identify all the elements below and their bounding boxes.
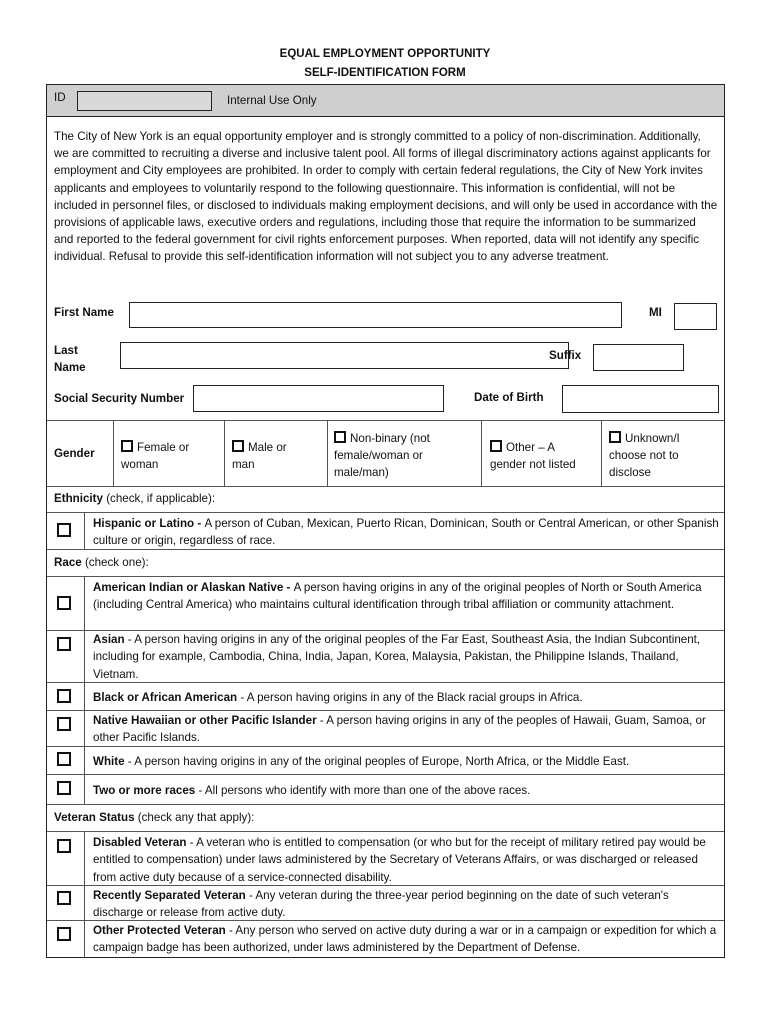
veteran-item-recently-separated: Recently Separated Veteran - Any veteran during the three-year period beginning on the date of such veteran's discharge or release from active duty. [93,889,669,920]
divider [327,420,328,486]
divider [47,549,724,550]
gender-label: Gender [54,447,95,460]
divider [47,831,724,832]
divider [47,576,724,577]
checkbox[interactable] [334,431,346,443]
first-name-field[interactable] [129,302,622,328]
divider [224,420,225,486]
divider [84,512,85,549]
checkbox-recently-separated[interactable] [57,891,71,905]
checkbox[interactable] [609,431,621,443]
id-field[interactable] [77,91,212,111]
eeo-form [46,84,725,958]
race-item-asian: Asian - A person having origins in any of the original peoples of the Far East, Southeast Asia, the Indian Subcontinent, including for example, Cambodia, China, India, Japan, Korea, Malaysia, Pakistan, the Philippine Islands, Thailand, Vietnam. [93,633,701,681]
checkbox-american-indian[interactable] [57,596,71,610]
race-item-white: White - A person having origins in any of the original peoples of Europe, North Africa, or the Middle East. [93,755,630,768]
divider [47,920,724,921]
ethnicity-item-hispanic: Hispanic or Latino - A person of Cuban, Mexican, Puerto Rican, Dominican, South or Central American, or other Spanish culture or origin, regardless of race. [93,517,719,548]
race-item-pacific-islander: Native Hawaiian or other Pacific Islander - A person having origins in any of the peoples of Hawaii, Guam, Samoa, or other Pacific Islands. [93,714,706,745]
divider [47,885,724,886]
divider [84,831,85,957]
dob-field[interactable] [562,385,719,413]
gender-option-female[interactable]: Female or woman [121,441,190,471]
checkbox-hispanic[interactable] [57,523,71,537]
id-bar [47,84,724,117]
ethnicity-heading: Ethnicity (check, if applicable): [54,492,216,505]
divider [47,710,724,711]
id-label: ID [54,91,66,104]
race-item-american-indian: American Indian or Alaskan Native - A person having origins in any of the original peoples of North or South America (including Central America) who maintains cultural identification through tribal affiliation or community attachment. [93,581,702,612]
checkbox-two-or-more[interactable] [57,781,71,795]
first-name-label: First Name [54,306,114,319]
race-heading: Race (check one): [54,556,149,569]
divider [113,420,114,486]
divider [47,804,724,805]
form-title-line1: EQUAL EMPLOYMENT OPPORTUNITY [279,48,491,60]
divider [47,746,724,747]
dob-label: Date of Birth [474,391,544,404]
last-name-label-line2: Name [54,361,86,374]
checkbox-asian[interactable] [57,637,71,651]
suffix-field[interactable] [593,344,684,371]
suffix-label: Suffix [549,349,582,362]
checkbox-disabled-veteran[interactable] [57,839,71,853]
divider [47,486,724,487]
gender-option-male[interactable]: Male or man [232,441,287,471]
checkbox-white[interactable] [57,752,71,766]
race-item-black: Black or African American - A person having origins in any of the Black racial groups in Africa. [93,691,583,704]
ssn-label: Social Security Number [54,392,185,405]
gender-option-unknown[interactable]: Unknown/I choose not to disclose [609,432,680,479]
divider [47,420,724,421]
race-item-two-or-more: Two or more races - All persons who identify with more than one of the above races. [93,784,531,797]
divider [47,512,724,513]
ssn-field[interactable] [193,385,444,412]
last-name-label-line1: Last [54,344,78,357]
checkbox-other-protected[interactable] [57,927,71,941]
divider [84,576,85,804]
divider [47,774,724,775]
gender-option-other[interactable]: Other – A gender not listed [490,441,576,471]
veteran-item-disabled: Disabled Veteran - A veteran who is entitled to compensation (or who but for the receipt of military retired pay would be entitled to compensation) under laws administered by the Secretary of Veterans Affairs, or was discharged or released from active duty because of a service-connected disability. [93,836,706,884]
gender-option-nonbinary[interactable]: Non-binary (not female/woman or male/man) [334,432,430,479]
checkbox-pacific-islander[interactable] [57,717,71,731]
veteran-heading: Veteran Status (check any that apply): [54,811,255,824]
checkbox[interactable] [490,440,502,452]
checkbox[interactable] [232,440,244,452]
mi-label: MI [649,306,662,319]
last-name-field[interactable] [120,342,569,369]
divider [481,420,482,486]
divider [47,682,724,683]
veteran-item-other-protected: Other Protected Veteran - Any person who served on active duty during a war or in a campaign or expedition for which a campaign badge has been authorized, under laws administered by the Department of Defense. [93,924,717,955]
divider [601,420,602,486]
checkbox[interactable] [121,440,133,452]
form-title-line2: SELF-IDENTIFICATION FORM [304,67,466,79]
checkbox-black[interactable] [57,689,71,703]
mi-field[interactable] [674,303,717,330]
intro-paragraph: The City of New York is an equal opportunity employer and is strongly committed to a policy of non-discrimination. Additionally, we are committed to recruiting a diverse and inclusive talent pool. All forms of illegal discriminatory actions against applicants for employment and City employees are prohibited. In order to comply with certain federal regulations, the City of New York invites applicants and employees to voluntarily respond to the following questionnaire. This information is confidential, will not be included in personnel files, or disclosed to individuals making employment decisions, and will only be used in accordance with the provisions of applicable laws, executive orders and regulations, including those that require the information to be summarized and reported to the federal government for civil rights enforcement purposes. When reported, data will not identify any specific individual. Refusal to provide this self-identification information will not subject you to any adverse treatment. [54,130,718,264]
internal-use-label: Internal Use Only [227,94,317,107]
